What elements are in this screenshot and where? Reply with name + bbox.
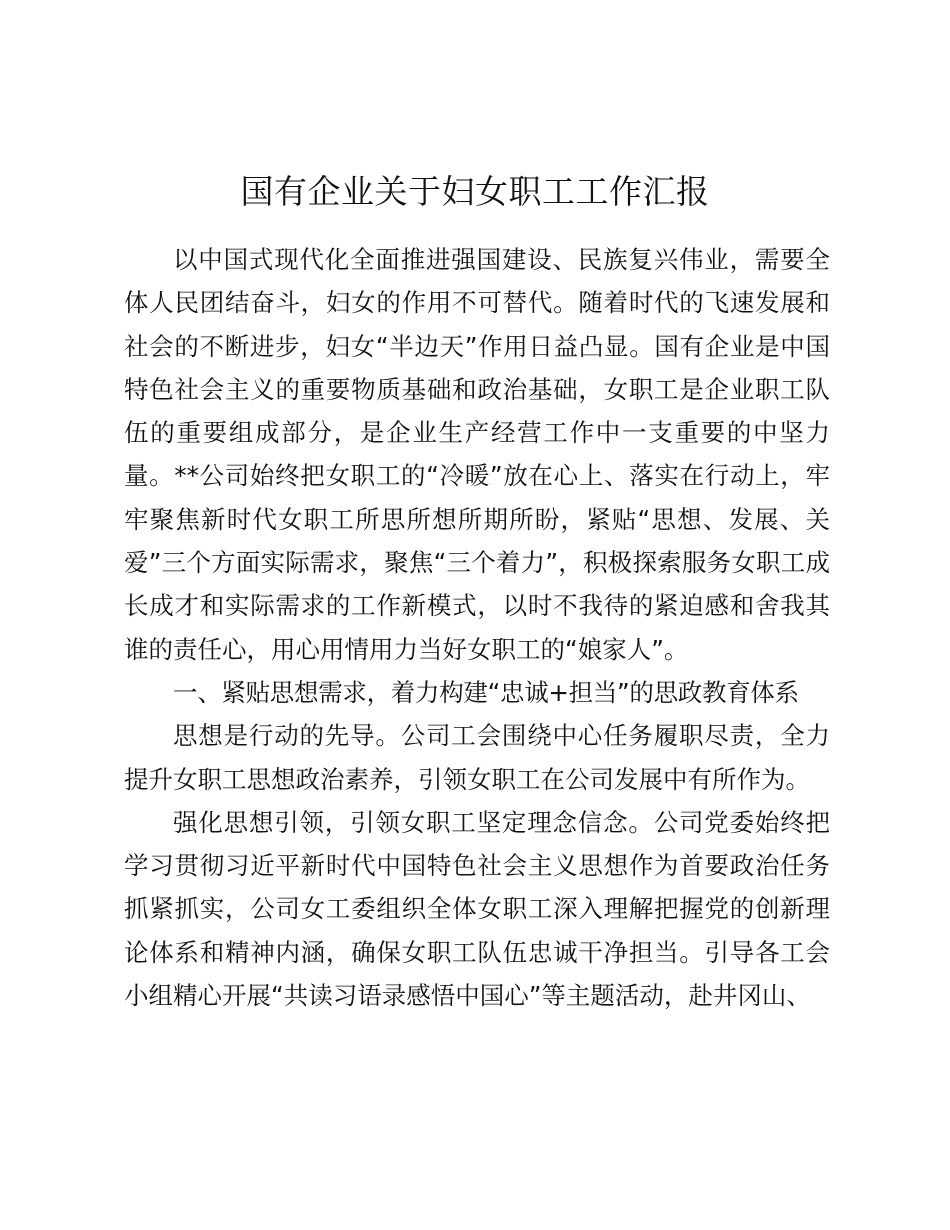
- document-title: 国有企业关于妇女职工工作汇报: [240, 172, 710, 211]
- document-body: [124, 238, 830, 1017]
- section-heading-1: 一、紧贴思想需求，着力构建“忠诚+担当”的思政教育体系: [173, 677, 799, 707]
- section-1-paragraph-1: 思想是行动的先导。公司工会围绕中心任务履职尽责，全力提升女职工思想政治素养，引领女职工在公司发展中有所作为。: [124, 721, 830, 794]
- section-1-paragraph-2: 强化思想引领，引领女职工坚定理念信念。公司党委始终把学习贯彻习近平新时代中国特色社会主义思想作为首要政治任务抓紧抓实，公司女工委组织全体女职工深入理解把握党的创新理论体系和精神内涵，确保女职工队伍忠诚干净担当。引导各工会小组精心开展“共读习语录感悟中国心”等主题活动，赴井冈山、: [124, 807, 830, 1011]
- intro-paragraph: 以中国式现代化全面推进强国建设、民族复兴伟业，需要全体人民团结奋斗，妇女的作用不可替代。随着时代的飞速发展和社会的不断进步，妇女“半边天”作用日益凸显。国有企业是中国特色社会主义的重要物质基础和政治基础，女职工是企业职工队伍的重要组成部分，是企业生产经营工作中一支重要的中坚力量。**公司始终把女职工的“冷暖”放在心上、落实在行动上，牢牢聚焦新时代女职工所思所想所期所盼，紧贴“思想、发展、关爱”三个方面实际需求，聚焦“三个着力”，积极探索服务女职工成长成才和实际需求的工作新模式，以时不我待的紧迫感和舍我其谁的责任心，用心用情用力当好女职工的“娘家人”。: [124, 245, 830, 664]
